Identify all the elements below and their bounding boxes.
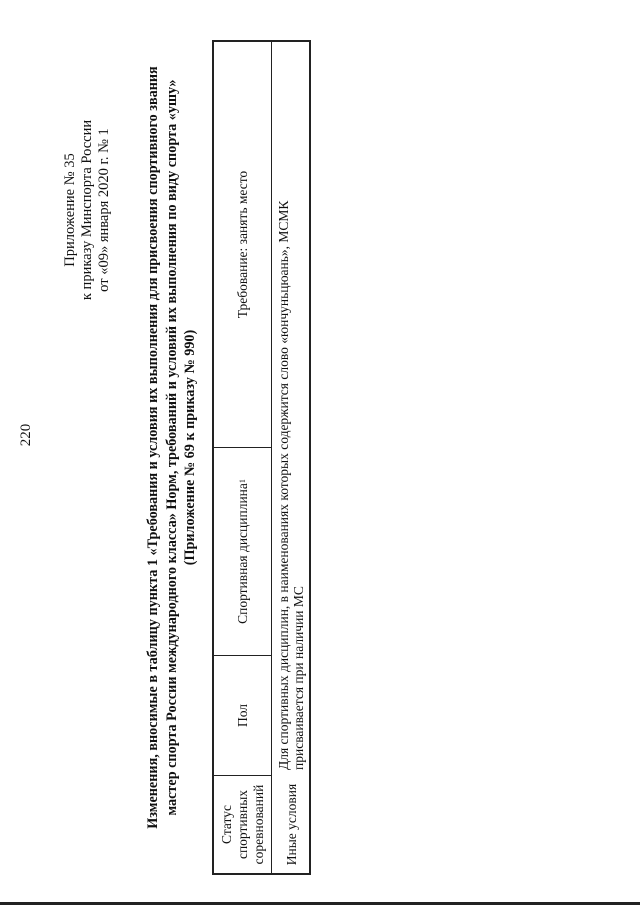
appendix-line-2: к приказу Минспорта России	[79, 119, 95, 301]
conditions-line-1: Для спортивных дисциплин, в наименованиях которых содержится слово «юнчуньцюань», МСМК	[276, 200, 291, 770]
row-label: Иные условия	[284, 783, 299, 866]
document-title	[144, 10, 200, 885]
title-line-1: Изменения, вносимые в таблицу пункта 1 «Требования и условия их выполнения для присвоения спортивного звания	[145, 66, 161, 829]
header-discipline-text: Спортивная дисциплина	[234, 483, 250, 624]
requirements-table	[212, 40, 311, 875]
header-status	[214, 776, 271, 873]
conditions-line-2: присваивается при наличии МС	[291, 586, 306, 770]
header-requirement: Требование: занять место	[234, 170, 250, 319]
appendix-line-1: Приложение № 35	[62, 153, 78, 267]
appendix-line-3: от «09» января 2020 г. № 1	[96, 128, 112, 292]
header-status-line-1: Статус спортивных	[218, 789, 250, 860]
appendix-header	[62, 45, 113, 375]
row-conditions-text	[272, 45, 315, 770]
title-line-3: (Приложение № 69 к приказу № 990)	[182, 329, 198, 566]
header-gender: Пол	[234, 703, 250, 728]
page-number: 220	[18, 423, 34, 447]
header-discipline: Спортивная дисциплина 1	[234, 479, 250, 624]
title-line-2: мастер спорта России международного класса» Норм, требований и условий их выполнения по виду спорта «ушу»	[163, 79, 180, 816]
header-status-line-2: соревнований	[250, 784, 266, 865]
